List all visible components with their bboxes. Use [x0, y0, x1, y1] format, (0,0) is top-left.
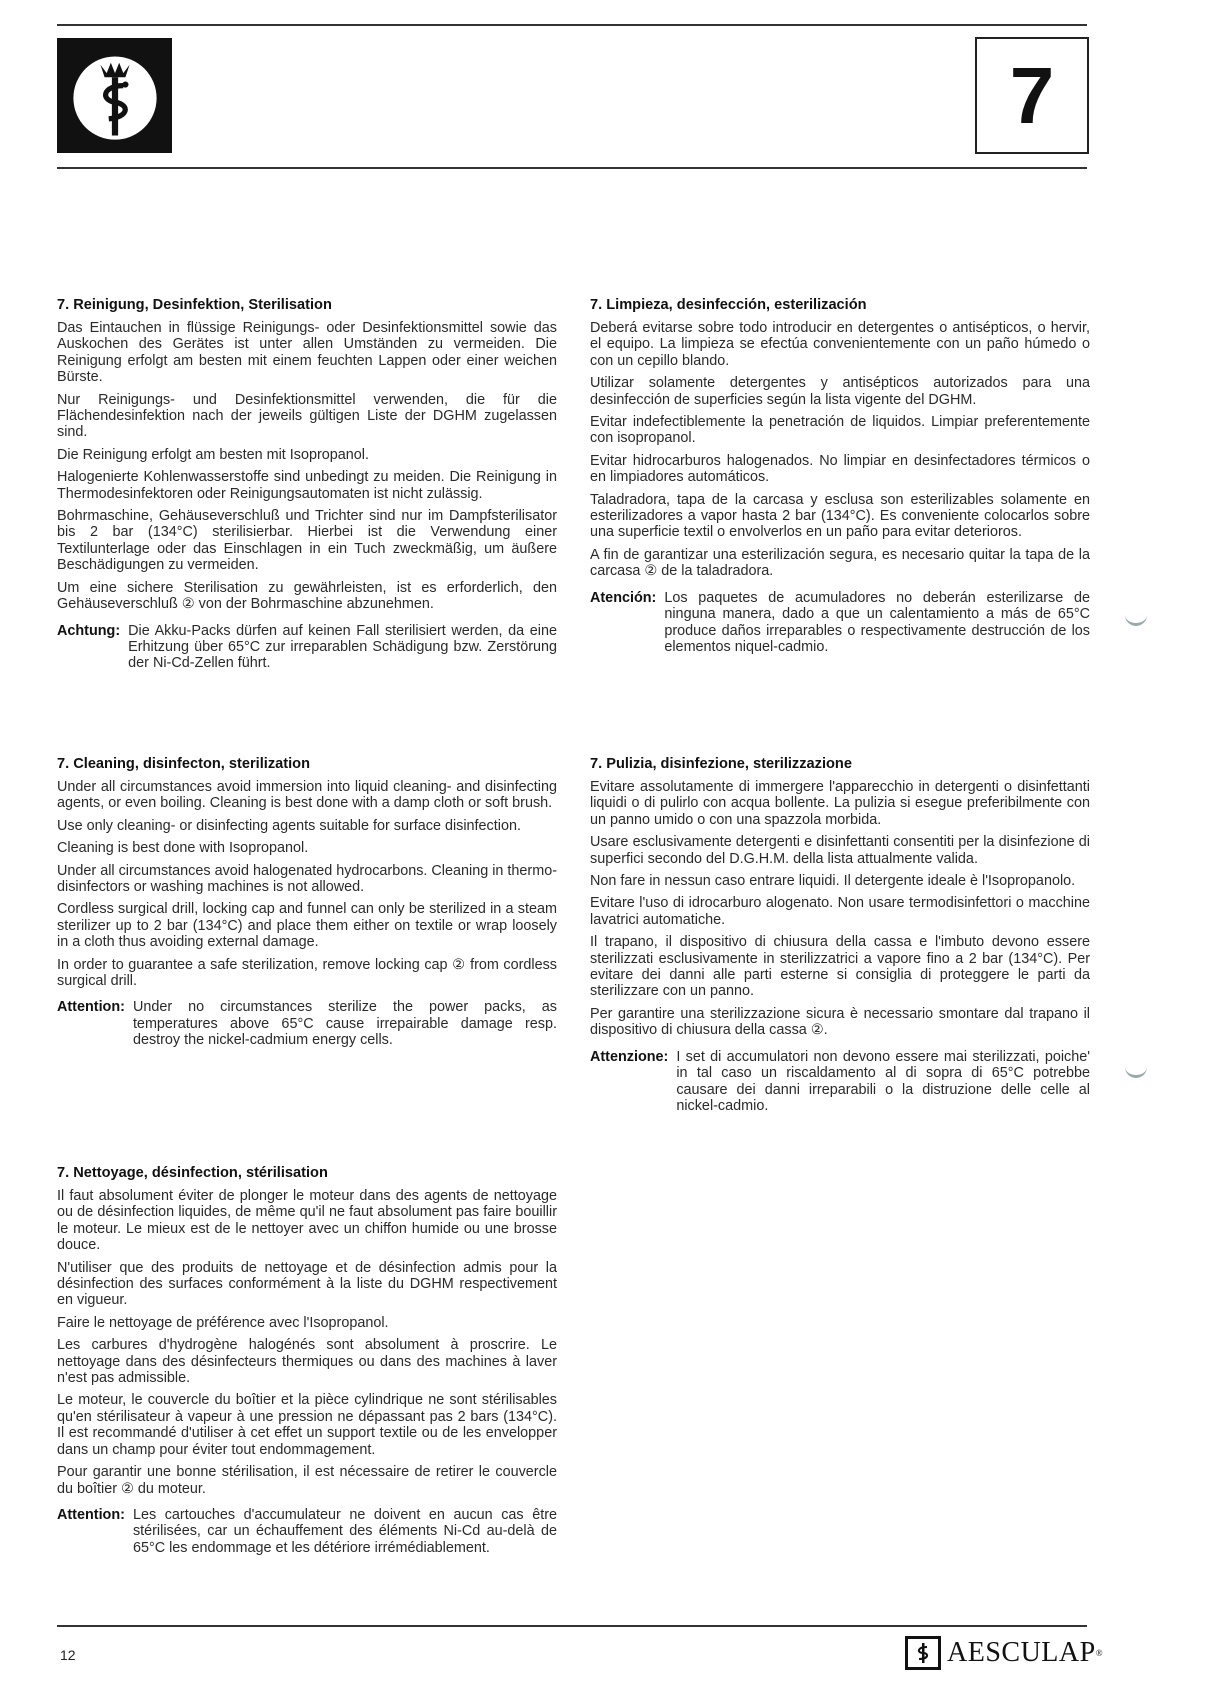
chapter-number-box — [975, 37, 1089, 154]
paragraph: Evitar hidrocarburos halogenados. No limpiar en desinfectadores térmicos o en limpiadores automáticos. — [590, 452, 1090, 486]
section-italian — [590, 756, 1090, 1114]
warning-note — [590, 1049, 1090, 1115]
warning-note — [590, 590, 1090, 656]
top-rule — [57, 24, 1087, 26]
footer-rule — [57, 1625, 1087, 1627]
paragraph: Evitare assolutamente di immergere l'apparecchio in detergenti o disinfettanti liquidi o di pulirlo con acqua bollente. La pulizia si esegue preferibilmente con un panno umido o con una spazzola morbida. — [590, 779, 1090, 828]
section-title: 7. Nettoyage, désinfection, stérilisation — [57, 1165, 328, 1181]
staff-of-asclepius-icon — [63, 44, 167, 148]
paragraph: Non fare in nessun caso entrare liquidi. Il detergente ideale è l'Isopropanolo. — [590, 873, 1076, 890]
paragraph: Cordless surgical drill, locking cap and funnel can only be sterilized in a steam sterilizer up to 2 bar (134°C) and place them either on textile or wrap loosely in a cloth thus avoiding external damage. — [57, 901, 557, 951]
paragraph: Deberá evitarse sobre todo introducir en detergentes o antisépticos, o hervir, el equipo. La limpieza se efectúa convenientemente con un paño húmedo o con un cepillo blando. — [590, 320, 1090, 369]
section-title: 7. Pulizia, disinfezione, sterilizzazione — [590, 756, 852, 772]
note-text: Les cartouches d'accumulateur ne doivent en aucun cas être stérilisées, car un échauffement des éléments Ni-Cd au-delà de 65°C les endommage et les détériore irrémédiablement. — [132, 1506, 557, 1556]
section-title: 7. Cleaning, disinfecton, sterilization — [57, 756, 310, 772]
note-label: Attenzione: — [590, 1048, 669, 1065]
paragraph: In order to guarantee a safe sterilization, remove locking cap ② from cordless surgical drill. — [57, 956, 557, 990]
section-spanish — [590, 297, 1090, 655]
section-german — [57, 297, 557, 672]
registered-mark: ® — [1095, 1648, 1103, 1658]
paragraph: Pour garantir une bonne stérilisation, il est nécessaire de retirer le couvercle du boîtier ② du moteur. — [57, 1464, 557, 1497]
paragraph: Le moteur, le couvercle du boîtier et la pièce cylindrique ne sont stérilisables qu'en stérilisateur à vapeur à une pression ne dépassant pas 2 bars (134°C). Il est recommandé d'utiliser à cet effet un support textile ou de les envelopper dans un champ pour éviter tout endommagement. — [57, 1392, 557, 1458]
scan-artifact-mark — [1125, 1064, 1147, 1078]
paragraph: Die Reinigung erfolgt am besten mit Isopropanol. — [57, 446, 369, 463]
paragraph: Taladradora, tapa de la carcasa y esclusa son esterilizables solamente en esterilizadores a vapor hasta 2 bar (134°C). Es conveniente colocarlos sobre una superficie textil o envolverlos en un paño para evitar deterioros. — [590, 491, 1090, 541]
paragraph: Les carbures d'hydrogène halogénés sont absolument à proscrire. Le nettoyage dans des désinfecteurs thermiques ou dans des machines à laver n'est pas admissible. — [57, 1337, 557, 1387]
paragraph: Das Eintauchen in flüssige Reinigungs- oder Desinfektionsmittel sowie das Auskochen des Gerätes ist unter allen Umständen zu vermeiden. Die Reinigung erfolgt am besten mit einem feuchten Lappen oder einer weichen Bürste. — [57, 320, 557, 386]
paragraph: Utilizar solamente detergentes y antisépticos autorizados para una desinfección de superficies según la lista vigente del DGHM. — [590, 375, 1090, 408]
note-text: Los paquetes de acumuladores no deberán esterilizarse de ninguna manera, dado a que un calentamiento a más de 65°C produce daños irreparables o respectivamente destrucción de los elementos niquel-cadmio. — [664, 589, 1090, 655]
note-label: Attention: — [57, 1506, 125, 1523]
paragraph: N'utiliser que des produits de nettoyage et de désinfection admis pour la désinfection des surfaces conformément à la liste du DGHM respectivement en vigueur. — [57, 1259, 557, 1309]
paragraph: Il trapano, il dispositivo di chiusura della cassa e l'imbuto devono essere sterilizzati esclusivamente in sterilizzatrici a vapore fino a 2 bar (134°C). Per evitare dei danni alle parti esterne si consiglia di proteggere le parti da sterilizzare con un panno. — [590, 934, 1090, 1000]
aesculap-emblem-icon — [905, 1636, 941, 1670]
page-number: 12 — [60, 1647, 76, 1663]
note-label: Atención: — [590, 589, 657, 606]
paragraph: Cleaning is best done with Isopropanol. — [57, 840, 309, 857]
paragraph: Evitare l'uso di idrocarburo alogenato. Non usare termodisinfettori o macchine lavatrici automatiche. — [590, 895, 1090, 928]
paragraph: Nur Reinigungs- und Desinfektionsmittel verwenden, die für die Flächendesinfektion nach der jeweils gültigen Liste der DGHM zugelassen sind. — [57, 391, 557, 441]
note-text: Die Akku-Packs dürfen auf keinen Fall sterilisiert werden, da eine Erhitzung über 65°C zur irreparablen Schädigung bzw. Zerstörung der Ni-Cd-Zellen führt. — [128, 622, 557, 672]
brand-name: AESCULAP — [947, 1637, 1096, 1668]
warning-note — [57, 999, 557, 1048]
section-english — [57, 756, 557, 1049]
paragraph: Bohrmaschine, Gehäuseverschluß und Trichter sind nur im Dampfsterilisator bis 2 bar (134°C) sterilisierbar. Hierbei ist die Verwendung einer Textilunterlage oder das Einschlagen in ein Tuch zweckmäßig, um äußere Beschädigungen zu vermeiden. — [57, 508, 557, 574]
paragraph: Usare esclusivamente detergenti e disinfettanti consentiti per la disinfezione di superfici secondo del D.G.H.M. della lista attualmente valida. — [590, 834, 1090, 867]
paragraph: Under all circumstances avoid immersion into liquid cleaning- and disinfecting agents, or even boiling. Cleaning is best done with a damp cloth or soft brush. — [57, 779, 557, 812]
paragraph: Um eine sichere Sterilisation zu gewährleisten, ist es erforderlich, den Gehäuseverschluß ② von der Bohrmaschine abzunehmen. — [57, 579, 557, 613]
paragraph: Evitar indefectiblemente la penetración de liquidos. Limpiar preferentemente con isopropanol. — [590, 414, 1090, 447]
paragraph: Faire le nettoyage de préférence avec l'Isopropanol. — [57, 1314, 389, 1331]
paragraph: A fin de garantizar una esterilización segura, es necesario quitar la tapa de la carcasa ② de la taladradora. — [590, 546, 1090, 580]
note-text: Under no circumstances sterilize the power packs, as temperatures above 65°C cause irrepairable damage resp. destroy the nickel-cadmium energy cells. — [132, 999, 557, 1049]
section-title: 7. Reinigung, Desinfektion, Sterilisation — [57, 297, 332, 313]
warning-note — [57, 1507, 557, 1556]
header-bottom-rule — [57, 167, 1087, 169]
chapter-number: 7 — [1009, 50, 1055, 140]
scan-artifact-mark — [1125, 612, 1147, 626]
paragraph: Il faut absolument éviter de plonger le moteur dans des agents de nettoyage ou de désinfection liquides, de même qu'il ne faut absolument pas faire bouillir le moteur. Le mieux est de le nettoyer avec un chiffon humide ou une brosse douce. — [57, 1188, 557, 1254]
paragraph: Use only cleaning- or disinfecting agents suitable for surface disinfection. — [57, 817, 521, 834]
aesculap-staff-logo — [57, 38, 172, 153]
note-label: Attention: — [57, 999, 125, 1016]
aesculap-brand-logo — [905, 1636, 1103, 1670]
note-text: I set di accumulatori non devono essere mai sterilizzati, poiche' in tal caso un riscaldamento al di sopra di 65°C potrebbe causare dei danni irreparabili o la distruzione delle celle al nickel-cadmio. — [676, 1048, 1090, 1114]
section-french — [57, 1165, 557, 1556]
paragraph: Halogenierte Kohlenwasserstoffe sind unbedingt zu meiden. Die Reinigung in Thermodesinfektoren oder Reinigungsautomaten ist nicht zulässig. — [57, 469, 557, 502]
section-title: 7. Limpieza, desinfección, esterilización — [590, 297, 867, 313]
paragraph: Per garantire una sterilizzazione sicura è necessario smontare dal trapano il dispositivo di chiusura della cassa ②. — [590, 1005, 1090, 1039]
paragraph: Under all circumstances avoid halogenated hydrocarbons. Cleaning in thermo-disinfectors or washing machines is not allowed. — [57, 862, 557, 896]
note-label: Achtung: — [57, 622, 121, 639]
warning-note — [57, 623, 557, 672]
